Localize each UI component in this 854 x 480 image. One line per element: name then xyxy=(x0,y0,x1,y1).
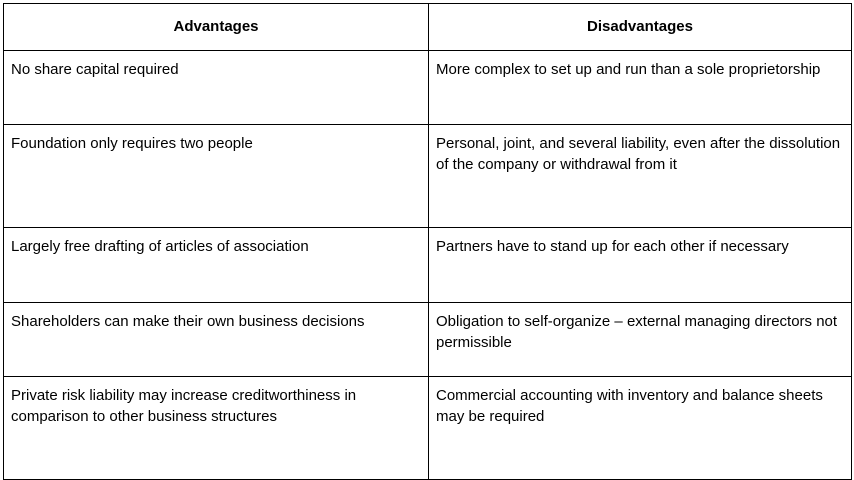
disadvantage-cell: Obligation to self-organize – external managing directors not permissible xyxy=(429,303,852,377)
table-row xyxy=(4,377,852,480)
table-row xyxy=(4,51,852,125)
header-advantages: Advantages xyxy=(4,4,429,51)
header-row xyxy=(4,4,852,51)
disadvantage-cell: Personal, joint, and several liability, even after the dissolution of the company or withdrawal from it xyxy=(429,125,852,228)
table-header xyxy=(4,4,852,51)
disadvantage-cell: Commercial accounting with inventory and balance sheets may be required xyxy=(429,377,852,480)
table-row xyxy=(4,303,852,377)
header-disadvantages: Disadvantages xyxy=(429,4,852,51)
disadvantage-cell: Partners have to stand up for each other if necessary xyxy=(429,228,852,303)
advantage-cell: Shareholders can make their own business decisions xyxy=(4,303,429,377)
advantage-cell: Foundation only requires two people xyxy=(4,125,429,228)
advantages-disadvantages-table xyxy=(3,3,852,480)
advantage-cell: No share capital required xyxy=(4,51,429,125)
table-row xyxy=(4,228,852,303)
table-row xyxy=(4,125,852,228)
advantage-cell: Largely free drafting of articles of association xyxy=(4,228,429,303)
disadvantage-cell: More complex to set up and run than a sole proprietorship xyxy=(429,51,852,125)
advantage-cell: Private risk liability may increase creditworthiness in comparison to other business structures xyxy=(4,377,429,480)
table-body xyxy=(4,51,852,480)
